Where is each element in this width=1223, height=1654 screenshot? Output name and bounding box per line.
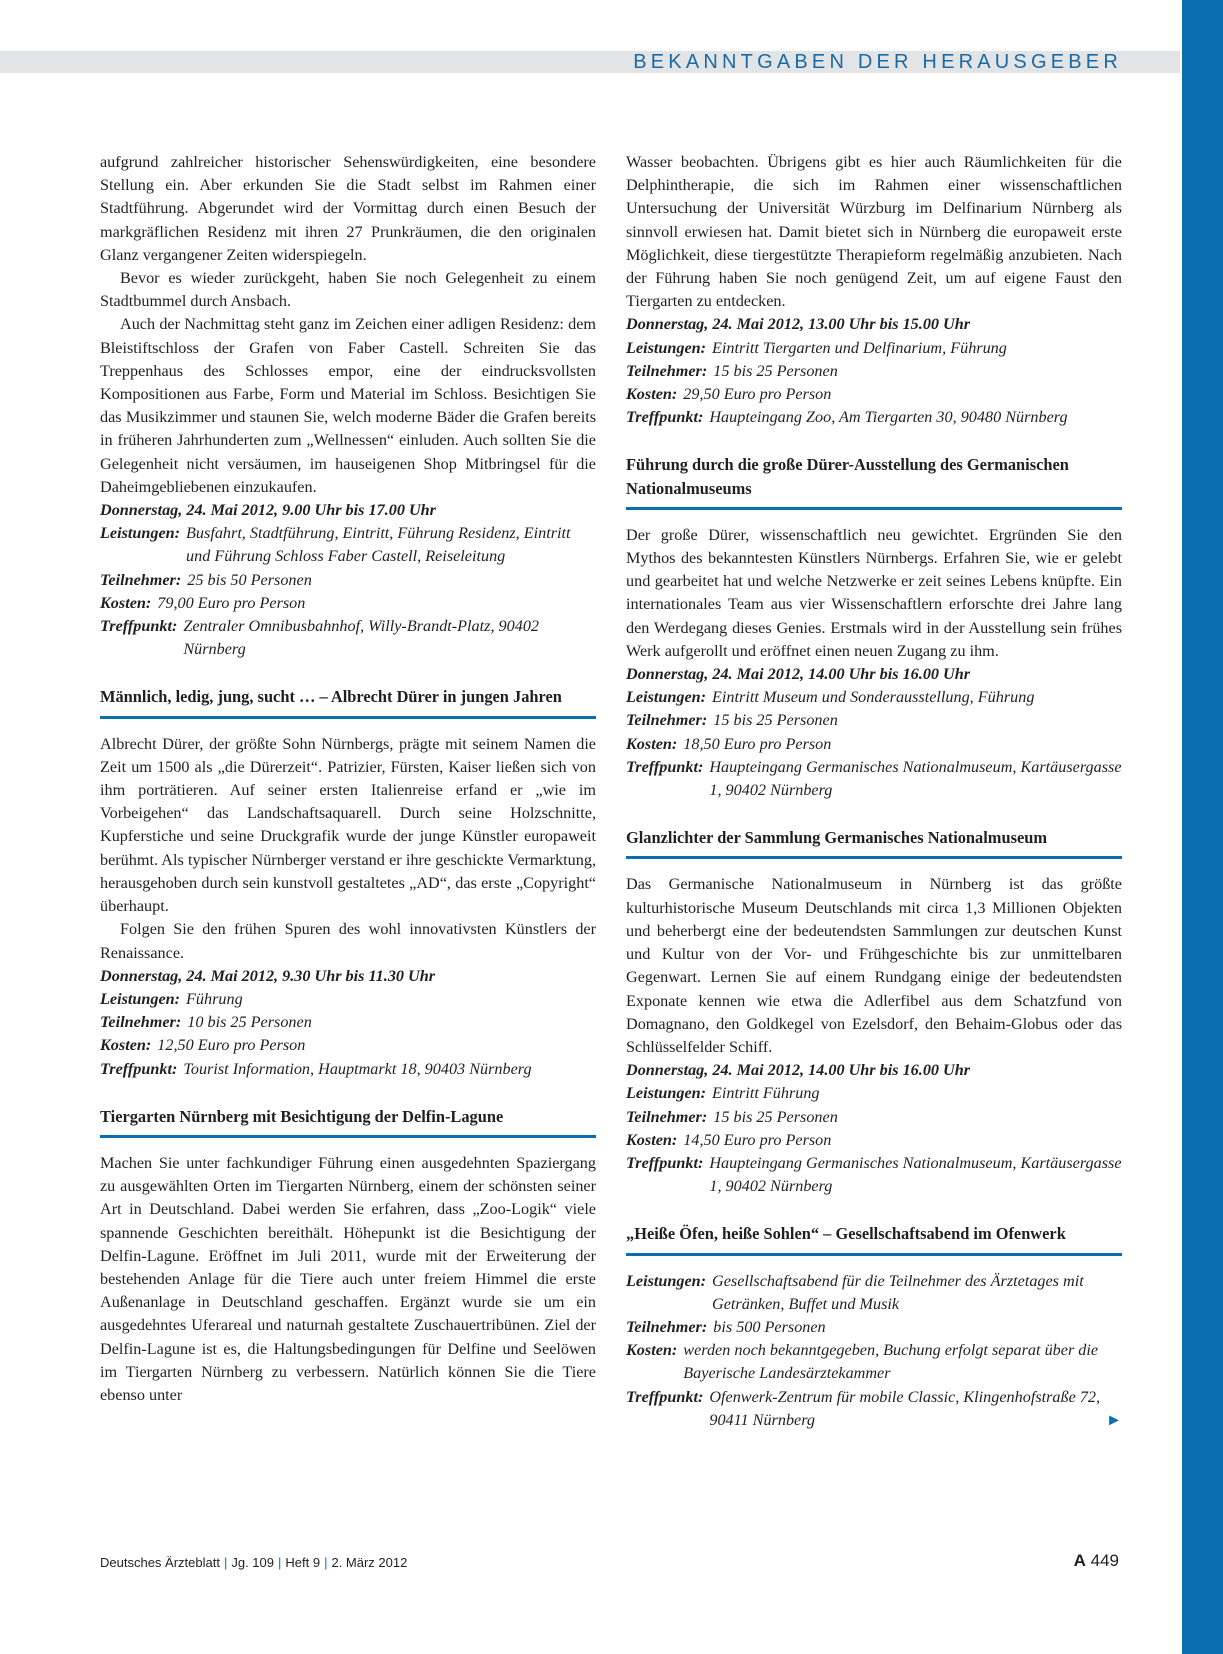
value-leistungen: Eintritt Führung: [712, 1084, 820, 1103]
event-details: [626, 1270, 1122, 1432]
label-teilnehmer: Teilnehmer:: [100, 1013, 182, 1032]
label-kosten: Kosten:: [626, 1130, 678, 1149]
page-prefix: A: [1073, 1551, 1086, 1570]
paragraph: Auch der Nachmittag steht ganz im Zeichen einer adligen Residenz: dem Bleistiftschloss der Grafen von Faber Castell. Schreiten Sie das Treppenhaus des Schlosses empor, eine der eindrucksvollsten Kompositionen aus Farbe, Form und Material im Schloss. Besichtigen Sie das Musikzimmer und staunen Sie, welch moderne Bäder die Grafen bereits in früheren Jahrhunderten zum „Wellnessen“ einluden. Auch sollten Sie die Gelegenheit nicht versäumen, im hauseigenen Shop Mitbringsel für die Daheimgebliebenen einzukaufen.: [100, 315, 596, 496]
value-kosten: 12,50 Euro pro Person: [157, 1036, 306, 1055]
paragraph: Folgen Sie den frühen Spuren des wohl innovativsten Künstlers der Renaissance.: [100, 920, 596, 962]
right-column: [626, 151, 1122, 1432]
value-treffpunkt: Haupteingang Zoo, Am Tiergarten 30, 90480 Nürnberg: [709, 408, 1068, 427]
label-teilnehmer: Teilnehmer:: [100, 570, 182, 589]
value-treffpunkt: [709, 1386, 1122, 1432]
label-kosten: Kosten:: [626, 385, 678, 404]
page-number: [1074, 1551, 1119, 1571]
label-leistungen: Leistungen:: [626, 338, 707, 357]
volume: Jg. 109: [231, 1555, 274, 1570]
paragraph: aufgrund zahlreicher historischer Sehenswürdigkeiten, eine besondere Stellung ein. Aber erkunden Sie die Stadt selbst im Rahmen einer Stadtführung. Abgerundet wird der Vormittag durch einen Besuch der markgräflichen Residenz mit ihren 27 Prunkräumen, die den originalen Glanz vergangener Zeiten widerspiegeln.: [100, 153, 596, 264]
label-treffpunkt: Treffpunkt:: [100, 1059, 178, 1078]
value-treffpunkt: Zentraler Omnibusbahnhof, Willy-Brandt-Platz, 90402 Nürnberg: [183, 617, 540, 659]
event-details: [100, 499, 596, 661]
value-treffpunkt: Tourist Information, Hauptmarkt 18, 90403 Nürnberg: [183, 1059, 532, 1078]
value-leistungen: Eintritt Museum und Sonderausstellung, Führung: [712, 688, 1035, 707]
section-title: BEKANNTGABEN DER HERAUSGEBER: [633, 51, 1122, 73]
separator: |: [324, 1555, 328, 1570]
event-date: Donnerstag, 24. Mai 2012, 9.00 Uhr bis 17.00 Uhr: [100, 501, 436, 520]
label-treffpunkt: Treffpunkt:: [626, 757, 704, 776]
event-date: Donnerstag, 24. Mai 2012, 9.30 Uhr bis 11.30 Uhr: [100, 966, 436, 985]
issue-date: 2. März 2012: [331, 1555, 408, 1570]
value-leistungen: Führung: [186, 989, 243, 1008]
label-teilnehmer: Teilnehmer:: [626, 1107, 708, 1126]
value-kosten: werden noch bekanntgegeben, Buchung erfolgt separat über die Bayerische Landesärztekammer: [683, 1341, 1099, 1383]
paragraph: Der große Dürer, wissenschaftlich neu gewichtet. Ergründen Sie den Mythos des bekanntesten Künstlers Nürnbergs. Erfahren Sie, wie er gelebt und gearbeitet hat und welche Netzwerke er zeit seines Lebens knüpfte. Ein internationales Team aus vier Wissenschaftlern erforschte drei Jahre lang den Werdegang dieses Genies. Erstmals wird in der Ausstellung sein frühes Werk aufgerollt und eröffnet einen neuen Zugang zu ihm.: [626, 525, 1122, 660]
label-leistungen: Leistungen:: [626, 688, 707, 707]
event-details: [626, 1059, 1122, 1198]
event-date: Donnerstag, 24. Mai 2012, 13.00 Uhr bis 15.00 Uhr: [626, 315, 971, 334]
treffpunkt-text: Ofenwerk-Zentrum für mobile Classic, Klingenhofstraße 72, 90411 Nürnberg: [709, 1387, 1101, 1429]
separator: |: [223, 1555, 228, 1570]
section-heading: „Heiße Öfen, heiße Sohlen“ – Gesellschaftsabend im Ofenwerk: [626, 1222, 1122, 1255]
event-details: [626, 663, 1122, 802]
value-kosten: 18,50 Euro pro Person: [683, 734, 832, 753]
section-heading: Männlich, ledig, jung, sucht … – Albrecht Dürer in jungen Jahren: [100, 685, 596, 718]
paragraph: Bevor es wieder zurückgeht, haben Sie noch Gelegenheit zu einem Stadtbummel durch Ansbach.: [100, 269, 596, 311]
section-heading: Tiergarten Nürnberg mit Besichtigung der Delfin-Lagune: [100, 1105, 596, 1138]
footer: [100, 1555, 407, 1570]
label-teilnehmer: Teilnehmer:: [626, 711, 708, 730]
label-treffpunkt: Treffpunkt:: [626, 1153, 704, 1172]
value-leistungen: Gesellschaftsabend für die Teilnehmer des Ärztetages mit Getränken, Buffet und Musik: [712, 1271, 1084, 1313]
event-date: Donnerstag, 24. Mai 2012, 14.00 Uhr bis 16.00 Uhr: [626, 1061, 971, 1080]
value-leistungen: Eintritt Tiergarten und Delfinarium, Führung: [712, 338, 1007, 357]
value-teilnehmer: 10 bis 25 Personen: [187, 1013, 312, 1032]
paragraph: Das Germanische Nationalmuseum in Nürnberg ist das größte kulturhistorische Museum Deutschlands mit circa 1,3 Millionen Objekten und beherbergt eine der bedeutendsten Sammlungen zur deutschen Kunst und Kultur von der Vor- und Frühgeschichte bis zur unmittelbaren Gegenwart. Lernen Sie auf einem Rundgang einige der bedeutendsten Exponate kennen wie etwa die Adlerfibel aus dem Schatzfund von Domagnano, den Goldkegel von Ezelsdorf, den Behaim-Globus oder das Schlüsselfelder Schiff.: [626, 875, 1122, 1056]
label-treffpunkt: Treffpunkt:: [100, 617, 178, 636]
event-details: [626, 313, 1122, 429]
value-kosten: 79,00 Euro pro Person: [157, 593, 306, 612]
paragraph: Albrecht Dürer, der größte Sohn Nürnbergs, prägte mit seinem Namen die Zeit um 1500 als „die Dürerzeit“. Patrizier, Fürsten, Kaiser ließen sich von ihm porträtieren. Auf seiner ersten Italienreise erfand er „wie im Vorbeigehen“ das Landschaftsaquarell. Durch seine Holzschnitte, Kupferstiche und seine Druckgrafik wurde der junge Künstler europaweit berühmt. Als typischer Nürnberger verstand er ihre geschickte Vermarktung, herausgehoben durch sein kunstvoll gestaltetes „AD“, das erste „Copyright“ überhaupt.: [100, 734, 596, 916]
label-teilnehmer: Teilnehmer:: [626, 361, 708, 380]
value-teilnehmer: bis 500 Personen: [713, 1317, 826, 1336]
side-stripe: [1182, 0, 1223, 1654]
value-teilnehmer: 15 bis 25 Personen: [713, 1107, 838, 1126]
event-details: [100, 965, 596, 1081]
label-kosten: Kosten:: [100, 1036, 152, 1055]
left-column: [100, 151, 596, 1407]
label-treffpunkt: Treffpunkt:: [626, 408, 704, 427]
issue: Heft 9: [285, 1555, 321, 1570]
section-heading: Führung durch die große Dürer-Ausstellung des Germanischen Nationalmuseums: [626, 453, 1122, 509]
label-teilnehmer: Teilnehmer:: [626, 1317, 708, 1336]
value-treffpunkt: Haupteingang Germanisches Nationalmuseum, Kartäusergasse 1, 90402 Nürnberg: [709, 757, 1122, 800]
value-teilnehmer: 15 bis 25 Personen: [713, 711, 838, 730]
separator: |: [278, 1555, 282, 1570]
label-kosten: Kosten:: [100, 593, 152, 612]
section-heading: Glanzlichter der Sammlung Germanisches Nationalmuseum: [626, 826, 1122, 859]
journal-name: Deutsches Ärzteblatt: [100, 1555, 220, 1570]
continue-arrow-icon: ►: [1105, 1410, 1122, 1429]
paragraph: Wasser beobachten. Übrigens gibt es hier auch Räumlichkeiten für die Delphintherapie, die sich im Rahmen einer wissenschaftlichen Untersuchung der Universität Würzburg im Delfinarium Nürnberg als sinnvoll erwiesen hat. Damit bietet sich in Nürnberg die europaweit erste Möglichkeit, diese tiergestützte Therapieform regelmäßig anzubieten. Nach der Führung haben Sie noch genügend Zeit, um auf eigene Faust den Tiergarten zu entdecken.: [626, 153, 1122, 311]
value-treffpunkt: Haupteingang Germanisches Nationalmuseum, Kartäusergasse 1, 90402 Nürnberg: [709, 1153, 1122, 1196]
label-treffpunkt: Treffpunkt:: [626, 1387, 704, 1406]
label-leistungen: Leistungen:: [626, 1084, 707, 1103]
paragraph: Machen Sie unter fachkundiger Führung einen ausgedehnten Spaziergang zu ausgewählten Orten im Tiergarten Nürnberg, einem der schönsten seiner Art in Deutschland. Dabei werden Sie erfahren, dass „Zoo-Logik“ viele spannende Geschichten bereithält. Höhepunkt ist die Besichtigung der Delfin-Lagune. Eröffnet im Juli 2011, wurde mit der Erweiterung der bestehenden Anlage für die Tiere auch unter freiem Himmel die erste Außenanlage in Deutschland geschaffen. Ergänzt wurde sie um ein ausgedehntes Uferareal und naturnah gestaltete Zuschauertribünen. Ziel der Delfin-Lagune ist es, die Haltungsbedingungen für Delfine und Seelöwen im Tiergarten Nürnberg zu verbessern. Natürlich können Sie die Tiere ebenso unter: [100, 1153, 596, 1404]
value-kosten: 29,50 Euro pro Person: [683, 385, 832, 404]
value-kosten: 14,50 Euro pro Person: [683, 1130, 832, 1149]
label-leistungen: Leistungen:: [626, 1271, 707, 1290]
page-value: 449: [1090, 1551, 1119, 1570]
label-leistungen: Leistungen:: [100, 524, 181, 543]
label-kosten: Kosten:: [626, 1341, 678, 1360]
label-kosten: Kosten:: [626, 734, 678, 753]
value-teilnehmer: 25 bis 50 Personen: [187, 570, 312, 589]
value-teilnehmer: 15 bis 25 Personen: [713, 361, 838, 380]
value-leistungen: Busfahrt, Stadtführung, Eintritt, Führung Residenz, Eintritt und Führung Schloss Faber Castell, Reiseleitung: [186, 524, 571, 566]
label-leistungen: Leistungen:: [100, 989, 181, 1008]
event-date: Donnerstag, 24. Mai 2012, 14.00 Uhr bis 16.00 Uhr: [626, 665, 971, 684]
